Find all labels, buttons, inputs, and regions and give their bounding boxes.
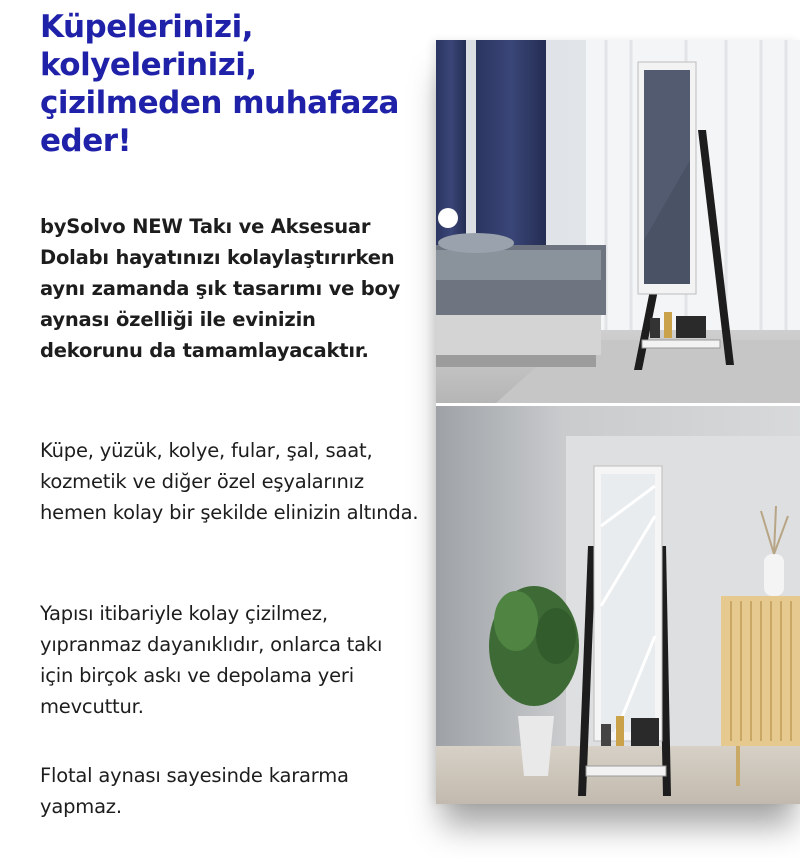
items-paragraph: Küpe, yüzük, kolye, fular, şal, saat, kozmetik ve diğer özel eşyalarınız hemen kolay bir şekilde elinizin altında.	[40, 439, 419, 524]
bedroom-product-photo	[436, 40, 800, 403]
durability-paragraph: Yapısı itibariyle kolay çizilmez, yıpranmaz dayanıklıdır, onlarca takı için birçok askı ve depolama yeri mevcuttur.	[40, 602, 383, 718]
product-photo-frame	[436, 40, 800, 804]
living-room-product-photo	[436, 406, 800, 804]
mirror-paragraph: Flotal aynası sayesinde kararma yapmaz.	[40, 764, 349, 818]
headline: Küpelerinizi, kolyelerinizi, çizilmeden muhafaza eder!	[40, 9, 399, 159]
intro-paragraph: bySolvo NEW Takı ve Aksesuar Dolabı hayatınızı kolaylaştırırken aynı zamanda şık tasarımı ve boy aynası özelliği ile evinizin dekorunu da tamamlayacaktır.	[40, 215, 401, 362]
